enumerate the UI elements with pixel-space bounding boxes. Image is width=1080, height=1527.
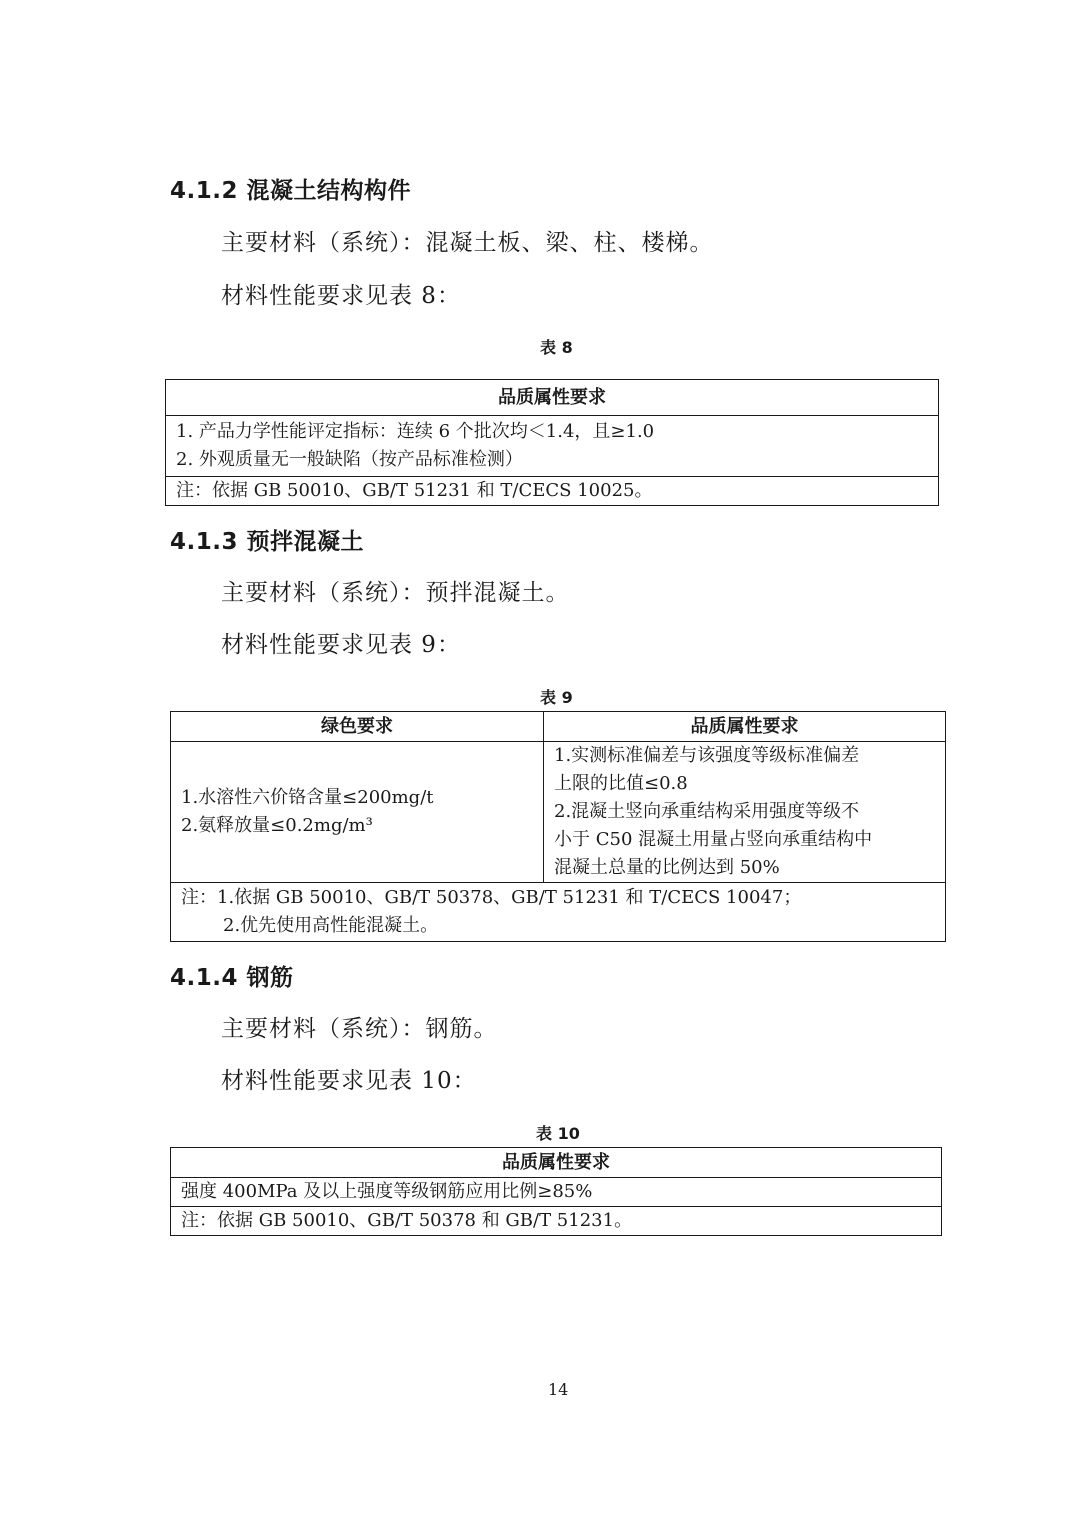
section-materials-4-1-2: 主要材料（系统）：混凝土板、梁、柱、楼梯。 xyxy=(221,230,714,256)
table-9-quality-line-1: 1.实测标准偏差与该强度等级标准偏差 xyxy=(554,745,860,766)
table-9-note-line-1: 注：1.依据 GB 50010、GB/T 50378、GB/T 51231 和 T/CECS 10047； xyxy=(181,887,802,908)
table-caption-8: 表 8 xyxy=(540,338,573,357)
table-8-row-1: 1. 产品力学性能评定指标：连续 6 个批次均＜1.4，且≥1.0 xyxy=(176,421,655,442)
section-materials-4-1-4: 主要材料（系统）：钢筋。 xyxy=(221,1016,498,1042)
table-9-header-green: 绿色要求 xyxy=(171,712,544,742)
section-heading-4-1-4: 4.1.4 钢筋 xyxy=(170,965,294,991)
table-8-body-cell xyxy=(166,416,939,477)
section-heading-4-1-3: 4.1.3 预拌混凝土 xyxy=(170,529,364,555)
table-9-note xyxy=(171,883,946,942)
table-caption-9: 表 9 xyxy=(540,688,573,707)
table-9-green-line-2: 2.氨释放量≤0.2mg/m³ xyxy=(181,815,373,836)
table-8-row-2: 2. 外观质量无一般缺陷（按产品标准检测） xyxy=(176,449,523,470)
table-9-quality-line-5: 混凝土总量的比例达到 50% xyxy=(554,857,780,878)
table-9-quality-line-2: 上限的比值≤0.8 xyxy=(554,773,688,794)
section-requirement-4-1-4: 材料性能要求见表 10： xyxy=(221,1068,477,1094)
table-9-green-line-1: 1.水溶性六价铬含量≤200mg/t xyxy=(181,787,434,808)
table-9 xyxy=(170,711,946,942)
table-9-quality-cell xyxy=(544,742,946,883)
table-10-row-1: 强度 400MPa 及以上强度等级钢筋应用比例≥85% xyxy=(171,1178,942,1207)
section-materials-4-1-3: 主要材料（系统）：预拌混凝土。 xyxy=(221,580,570,606)
page-number: 14 xyxy=(548,1380,569,1399)
table-10 xyxy=(170,1147,942,1236)
section-requirement-4-1-3: 材料性能要求见表 9： xyxy=(221,632,461,658)
table-9-quality-line-3: 2.混凝土竖向承重结构采用强度等级不 xyxy=(554,801,860,822)
table-8-note: 注：依据 GB 50010、GB/T 51231 和 T/CECS 10025。 xyxy=(166,477,939,506)
table-caption-10: 表 10 xyxy=(536,1124,580,1143)
section-requirement-4-1-2: 材料性能要求见表 8： xyxy=(221,283,461,309)
table-10-note: 注：依据 GB 50010、GB/T 50378 和 GB/T 51231。 xyxy=(171,1207,942,1236)
table-9-header-quality: 品质属性要求 xyxy=(544,712,946,742)
table-8 xyxy=(165,379,939,506)
table-10-header: 品质属性要求 xyxy=(171,1148,942,1178)
section-heading-4-1-2: 4.1.2 混凝土结构构件 xyxy=(170,178,411,204)
table-9-quality-line-4: 小于 C50 混凝土用量占竖向承重结构中 xyxy=(554,829,873,850)
table-8-header: 品质属性要求 xyxy=(166,380,939,416)
table-9-note-line-2: 2.优先使用高性能混凝土。 xyxy=(223,915,439,936)
table-9-green-cell xyxy=(171,742,544,883)
